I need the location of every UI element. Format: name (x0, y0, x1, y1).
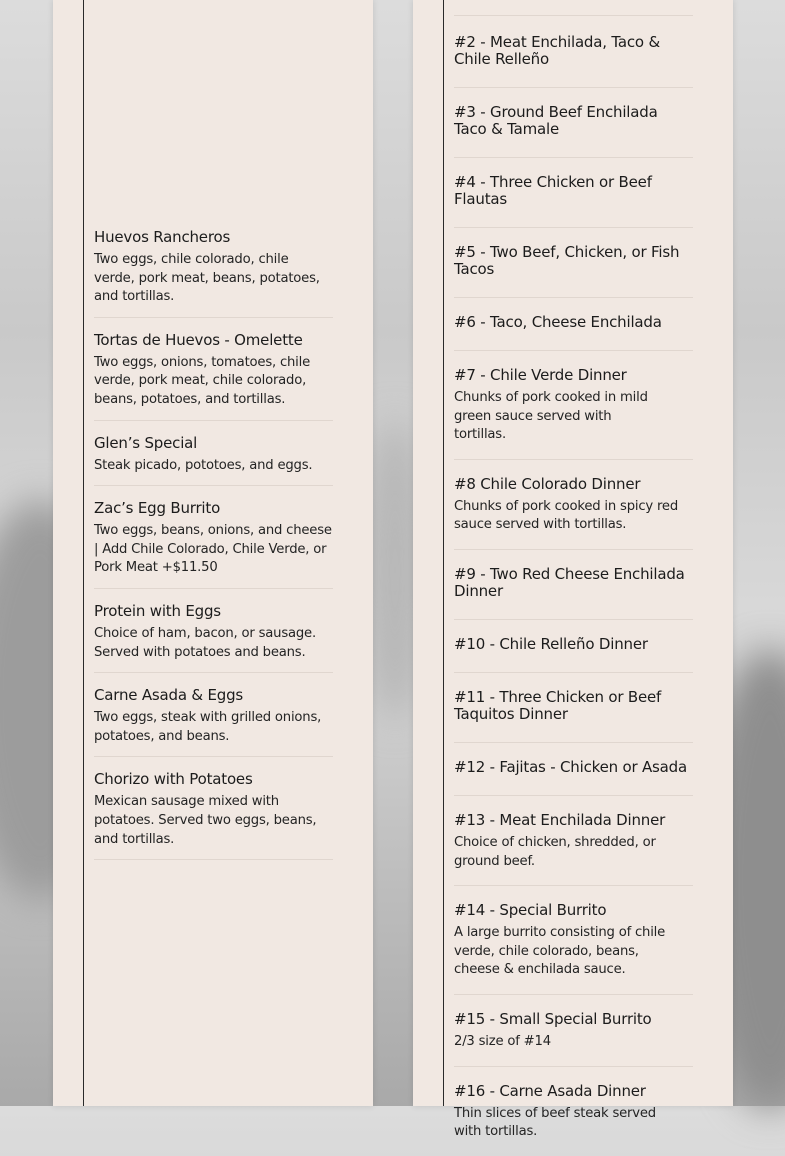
menu-item (454, 351, 693, 460)
menu-item-title: #8 Chile Colorado Dinner (454, 474, 641, 493)
menu-item-title: #14 - Special Burrito (454, 901, 607, 920)
menu-item-description: Steak picado, pototoes, and eggs. (94, 457, 313, 473)
menu-item-title: Zac’s Egg Burrito (94, 499, 221, 518)
menu-item-description: Thin slices of beef steak served with tortillas. (454, 1105, 656, 1140)
menu-item-title: #5 - Two Beef, Chicken, or Fish Tacos (454, 243, 680, 278)
menu-item-title: Protein with Eggs (94, 601, 221, 620)
menu-item (94, 673, 333, 757)
menu-item (454, 158, 693, 228)
menu-item-title: #2 - Meat Enchilada, Taco & Chile Relleño (454, 33, 660, 68)
menu-item-title: Carne Asada & Eggs (94, 686, 244, 705)
panel-border-line (83, 0, 84, 1106)
menu-item (454, 673, 693, 743)
panel-border-line (443, 0, 444, 1106)
menu-item (454, 620, 693, 673)
menu-item-description: Choice of ham, bacon, or sausage. Served with potatoes and beans. (94, 625, 316, 660)
menu-item-title: #15 - Small Special Burrito (454, 1009, 652, 1028)
menu-item-title: #3 - Ground Beef Enchilada Taco & Tamale (454, 103, 658, 138)
menu-item (454, 796, 693, 886)
menu-item-title: #10 - Chile Relleño Dinner (454, 634, 648, 653)
menu-item-title: Huevos Rancheros (94, 228, 231, 246)
menu-item-description: Two eggs, chile colorado, chile verde, pork meat, beans, potatoes, and tortillas. (94, 252, 320, 305)
menu-item-description: A large burrito consisting of chile verde, chile colorado, beans, cheese & enchilada sauce. (454, 925, 666, 978)
menu-item (454, 460, 693, 550)
menu-item (454, 88, 693, 158)
menu-item-title: #4 - Three Chicken or Beef Flautas (454, 173, 652, 208)
menu-panel-left (53, 0, 373, 1106)
menu-item (454, 550, 693, 620)
menu-item-description: Chunks of pork cooked in mild green sauce served with tortillas. (454, 390, 648, 443)
menu-item-description: 2/3 size of #14 (454, 1033, 551, 1049)
menu-item-title: #7 - Chile Verde Dinner (454, 366, 627, 384)
menu-item-description: Two eggs, beans, onions, and cheese | Add Chile Colorado, Chile Verde, or Pork Meat +$11.50 (94, 523, 332, 576)
menu-item (94, 318, 333, 421)
menu-item (454, 298, 693, 351)
combination-dinner-list (454, 15, 693, 1156)
menu-item (454, 1067, 693, 1156)
menu-item-title: #12 - Fajitas - Chicken or Asada (454, 757, 687, 776)
menu-item-title: #9 - Two Red Cheese Enchilada Dinner (454, 564, 685, 600)
menu-item-description: Chunks of pork cooked in spicy red sauce served with tortillas. (454, 498, 678, 533)
menu-item (454, 995, 693, 1067)
menu-item (94, 486, 333, 589)
menu-panel-right (413, 0, 733, 1140)
breakfast-menu-list (94, 226, 333, 860)
menu-item (94, 589, 333, 673)
menu-item-title: Tortas de Huevos - Omelette (94, 330, 303, 349)
menu-item (454, 16, 693, 88)
menu-item (454, 228, 693, 298)
menu-item-description: Mexican sausage mixed with potatoes. Served two eggs, beans, and tortillas. (94, 794, 317, 847)
menu-item-description: Choice of chicken, shredded, or ground beef. (454, 834, 656, 869)
menu-item-description: Two eggs, steak with grilled onions, potatoes, and beans. (94, 710, 322, 744)
menu-item (454, 743, 693, 796)
menu-item-title: #6 - Taco, Cheese Enchilada (454, 313, 662, 331)
menu-item-description: Two eggs, onions, tomatoes, chile verde, pork meat, chile colorado, beans, potatoes, and tortillas. (94, 354, 311, 407)
menu-item (94, 757, 333, 860)
menu-item (94, 421, 333, 487)
menu-item-title: Chorizo with Potatoes (94, 770, 253, 789)
menu-item (94, 226, 333, 318)
menu-item (454, 886, 693, 995)
menu-item-title: #16 - Carne Asada Dinner (454, 1081, 646, 1100)
menu-item-title: #11 - Three Chicken or Beef Taquitos Dinner (454, 687, 662, 723)
menu-item-title: #13 - Meat Enchilada Dinner (454, 810, 666, 829)
menu-item-title: Glen’s Special (94, 433, 198, 452)
